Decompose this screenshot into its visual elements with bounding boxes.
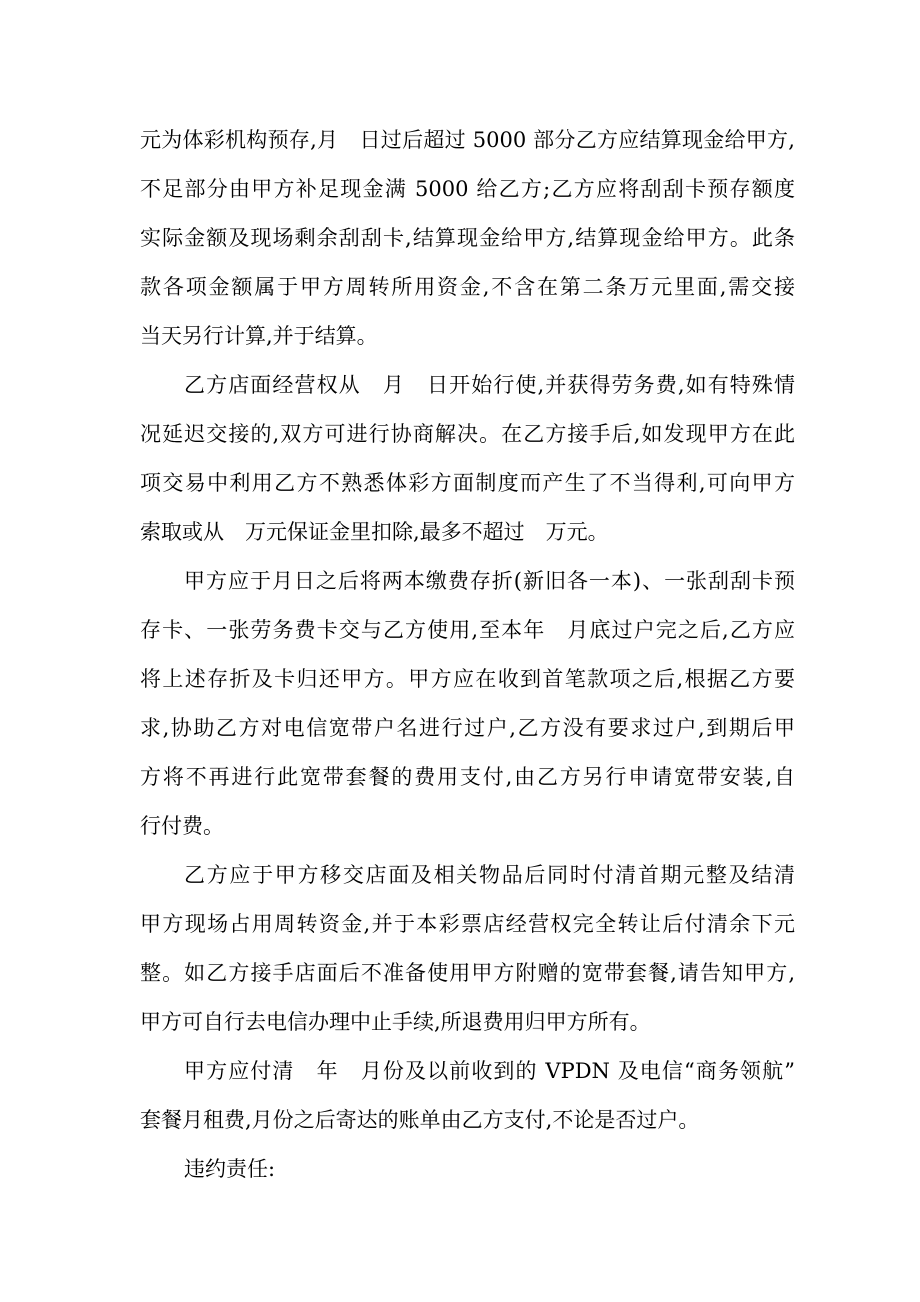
text-line: 款各项金额属于甲方周转所用资金,不含在第二条万元里面,需交接 xyxy=(140,275,795,299)
text-line: 项交易中利用乙方不熟悉体彩方面制度而产生了不当得利,可向甲方 xyxy=(140,471,795,495)
text-line: 甲方现场占用周转资金,并于本彩票店经营权完全转让后付清余下元 xyxy=(140,912,795,936)
paragraph-first-line: 甲方应付清 年 月份及以前收到的 VPDN 及电信“商务领航” xyxy=(184,1059,795,1083)
text-line: 不足部分由甲方补足现金满 5000 给乙方;乙方应将刮刮卡预存额度 xyxy=(140,177,795,201)
text-line: 实际金额及现场剩余刮刮卡,结算现金给甲方,结算现金给甲方。此条 xyxy=(140,226,795,250)
paragraph-first-line: 甲方应于月日之后将两本缴费存折(新旧各一本)、一张刮刮卡预 xyxy=(184,569,795,593)
text-line: 元为体彩机构预存,月 日过后超过 5000 部分乙方应结算现金给甲方, xyxy=(140,128,795,152)
text-line: 行付费。 xyxy=(140,814,224,838)
text-line: 当天另行计算,并于结算。 xyxy=(140,324,378,348)
paragraph-first-line: 乙方店面经营权从 月 日开始行使,并获得劳务费,如有特殊情 xyxy=(184,373,795,397)
document-page xyxy=(140,116,795,1194)
text-line: 况延迟交接的,双方可进行协商解决。在乙方接手后,如发现甲方在此 xyxy=(140,422,795,446)
paragraph-first-line: 乙方应于甲方移交店面及相关物品后同时付清首期元整及结清 xyxy=(184,863,795,887)
text-line: 甲方可自行去电信办理中止手续,所退费用归甲方所有。 xyxy=(140,1010,651,1034)
text-line: 求,协助乙方对电信宽带户名进行过户,乙方没有要求过户,到期后甲 xyxy=(140,716,795,740)
text-line: 将上述存折及卡归还甲方。甲方应在收到首笔款项之后,根据乙方要 xyxy=(140,667,795,691)
section-heading: 违约责任: xyxy=(184,1157,276,1181)
text-line: 整。如乙方接手店面后不准备使用甲方附赠的宽带套餐,请告知甲方, xyxy=(140,961,795,985)
text-line: 索取或从 万元保证金里扣除,最多不超过 万元。 xyxy=(140,520,609,544)
text-line: 存卡、一张劳务费卡交与乙方使用,至本年 月底过户完之后,乙方应 xyxy=(140,618,795,642)
text-line: 方将不再进行此宽带套餐的费用支付,由乙方另行申请宽带安装,自 xyxy=(140,765,795,789)
text-line: 套餐月租费,月份之后寄达的账单由乙方支付,不论是否过户。 xyxy=(140,1108,700,1132)
